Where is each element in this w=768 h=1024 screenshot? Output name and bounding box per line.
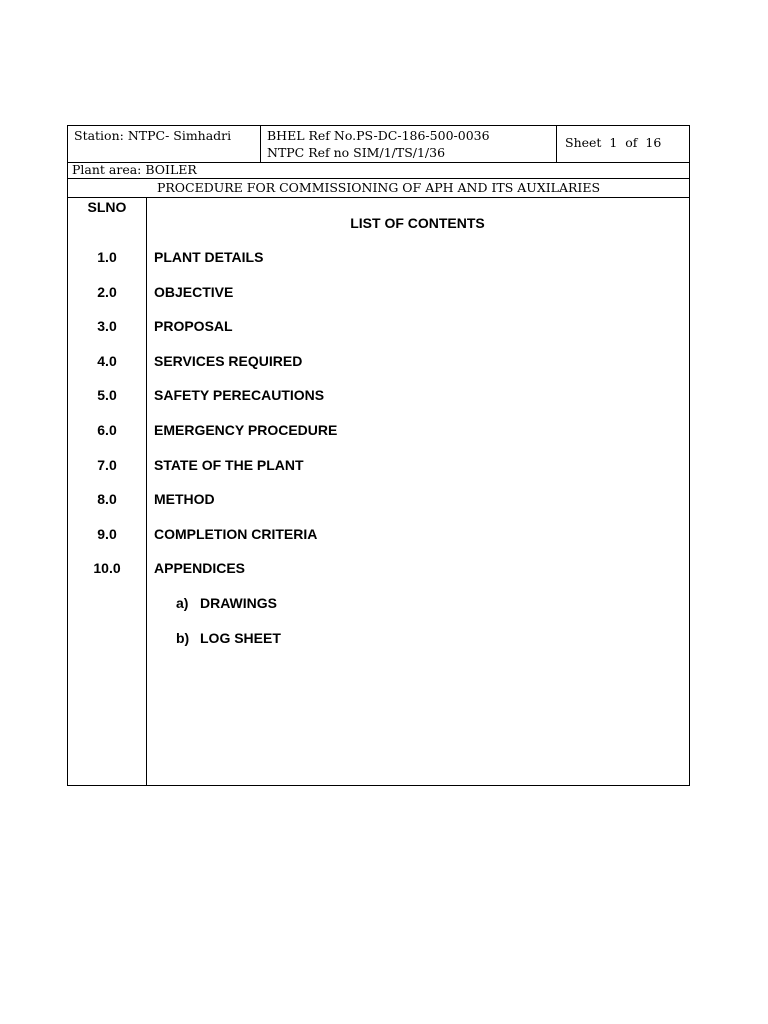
item-label: PROPOSAL: [154, 318, 233, 335]
reference-cell: [261, 126, 557, 162]
list-item: [68, 457, 689, 477]
contents-title: LIST OF CONTENTS: [350, 215, 485, 231]
list-item: [68, 249, 689, 269]
procedure-title: PROCEDURE FOR COMMISSIONING OF APH AND ITS AUXILARIES: [156, 180, 601, 195]
item-label: OBJECTIVE: [154, 283, 234, 300]
list-item: [68, 284, 689, 304]
plant-area-row: [68, 162, 689, 179]
item-label: PLANT DETAILS: [154, 249, 264, 265]
sub-item-letter: a): [176, 595, 189, 611]
item-number: 10.0: [93, 560, 121, 577]
plant-area-text: Plant area: BOILER: [72, 162, 197, 177]
procedure-title-row: [68, 179, 689, 198]
station-cell: [68, 126, 261, 162]
item-number: 2.0: [97, 283, 117, 300]
item-label: SERVICES REQUIRED: [154, 352, 303, 369]
slno-header: SLNO: [87, 199, 127, 215]
bhel-ref-text: BHEL Ref No.PS-DC-186-500-0036: [267, 128, 490, 143]
item-label: COMPLETION CRITERIA: [154, 525, 318, 542]
sub-item-letter: b): [176, 629, 190, 646]
item-label: METHOD: [154, 491, 215, 508]
list-item: [68, 560, 689, 580]
list-item: [68, 422, 689, 442]
sheet-number: Sheet 1 of 16: [565, 135, 662, 150]
item-label: SAFETY PERECAUTIONS: [154, 387, 325, 404]
item-number: 7.0: [97, 456, 117, 473]
list-item: [68, 353, 689, 373]
item-number: 9.0: [97, 525, 117, 542]
item-number: 4.0: [97, 352, 117, 369]
list-item: [68, 491, 689, 511]
station-text: Station: NTPC- Simhadri: [74, 128, 232, 143]
item-number: 1.0: [97, 249, 117, 265]
list-item: [68, 526, 689, 546]
item-number: 6.0: [97, 422, 117, 438]
item-number: 8.0: [97, 491, 117, 508]
document-table: [67, 125, 690, 786]
item-label: APPENDICES: [154, 560, 246, 577]
sub-item-label: DRAWINGS: [200, 595, 277, 611]
item-label: STATE OF THE PLANT: [154, 456, 304, 473]
item-number: 5.0: [97, 387, 117, 404]
list-item: [68, 387, 689, 407]
sheet-cell: [557, 126, 689, 162]
sub-item: [176, 595, 277, 611]
header-row: [68, 126, 689, 163]
list-item: [68, 318, 689, 338]
sub-item-label: LOG SHEET: [200, 629, 281, 646]
contents-body: [68, 197, 689, 785]
item-label: EMERGENCY PROCEDURE: [154, 422, 338, 438]
sub-item: [176, 630, 281, 646]
item-number: 3.0: [97, 318, 117, 335]
ntpc-ref-text: NTPC Ref no SIM/1/TS/1/36: [267, 145, 446, 160]
